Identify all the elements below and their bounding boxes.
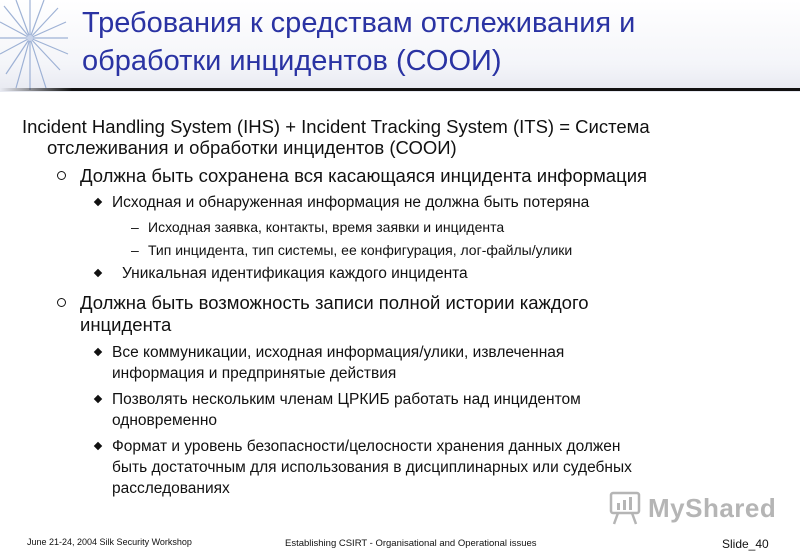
point-2-sub-3-line-3: расследованиях bbox=[112, 480, 230, 497]
point-2-sub-1-line-1: Все коммуникации, исходная информация/улики, извлеченная bbox=[112, 344, 565, 361]
slide-number: Slide_40 bbox=[722, 537, 769, 551]
diamond-bullet-icon bbox=[94, 395, 102, 403]
myshared-watermark bbox=[608, 490, 777, 526]
dash-bullet: – bbox=[131, 242, 139, 258]
point-1-text: Должна быть сохранена вся касающаяся инцидента информация bbox=[80, 165, 648, 186]
presentation-board-icon bbox=[608, 490, 644, 526]
point-2-line-2: инцидента bbox=[80, 314, 172, 335]
point-1-sub-1-b-text: Тип инцидента, тип системы, ее конфигурация, лог-файлы/улики bbox=[148, 242, 573, 258]
title-divider-fade bbox=[0, 88, 72, 91]
title-divider bbox=[72, 88, 800, 91]
point-2-line-1: Должна быть возможность записи полной истории каждого bbox=[80, 292, 589, 313]
point-1-sub-1-text: Исходная и обнаруженная информация не должна быть потеряна bbox=[112, 194, 590, 211]
diamond-bullet-icon bbox=[94, 198, 102, 206]
slide-header bbox=[0, 0, 800, 92]
intro-line-1: Incident Handling System (IHS) + Incident Tracking System (ITS) = Система bbox=[22, 116, 650, 137]
circle-bullet-icon bbox=[57, 171, 66, 180]
point-2-sub-1-line-2: информация и предпринятые действия bbox=[112, 365, 397, 382]
point-2-sub-3-line-2: быть достаточным для использования в дисциплинарных или судебных bbox=[112, 459, 632, 476]
point-1-sub-2-text: Уникальная идентификация каждого инцидента bbox=[122, 265, 468, 282]
circle-bullet-icon bbox=[57, 298, 66, 307]
point-1-sub-1-a-text: Исходная заявка, контакты, время заявки и инцидента bbox=[148, 219, 505, 235]
footer-center: Establishing CSIRT - Organisational and Operational issues bbox=[285, 538, 537, 549]
diamond-bullet-icon bbox=[94, 348, 102, 356]
starburst-decoration-icon bbox=[0, 0, 70, 92]
point-2-sub-2-line-1: Позволять нескольким членам ЦРКИБ работать над инцидентом bbox=[112, 391, 581, 408]
watermark-text: MyShared bbox=[648, 493, 777, 523]
dash-bullet: – bbox=[131, 219, 139, 235]
diamond-bullet-icon bbox=[94, 442, 102, 450]
slide-title-line-1: Требования к средствам отслеживания и bbox=[82, 7, 636, 39]
slide-title bbox=[82, 4, 782, 80]
point-2-sub-3-line-1: Формат и уровень безопасности/целосности хранения данных должен bbox=[112, 438, 621, 455]
diamond-bullet-icon bbox=[94, 269, 102, 277]
footer-left: June 21-24, 2004 Silk Security Workshop bbox=[27, 537, 192, 547]
slide-title-line-2: обработки инцидентов (СООИ) bbox=[82, 45, 502, 77]
point-2-sub-2-line-2: одновременно bbox=[112, 412, 217, 429]
intro-line-2: отслеживания и обработки инцидентов (СООИ) bbox=[47, 137, 457, 158]
